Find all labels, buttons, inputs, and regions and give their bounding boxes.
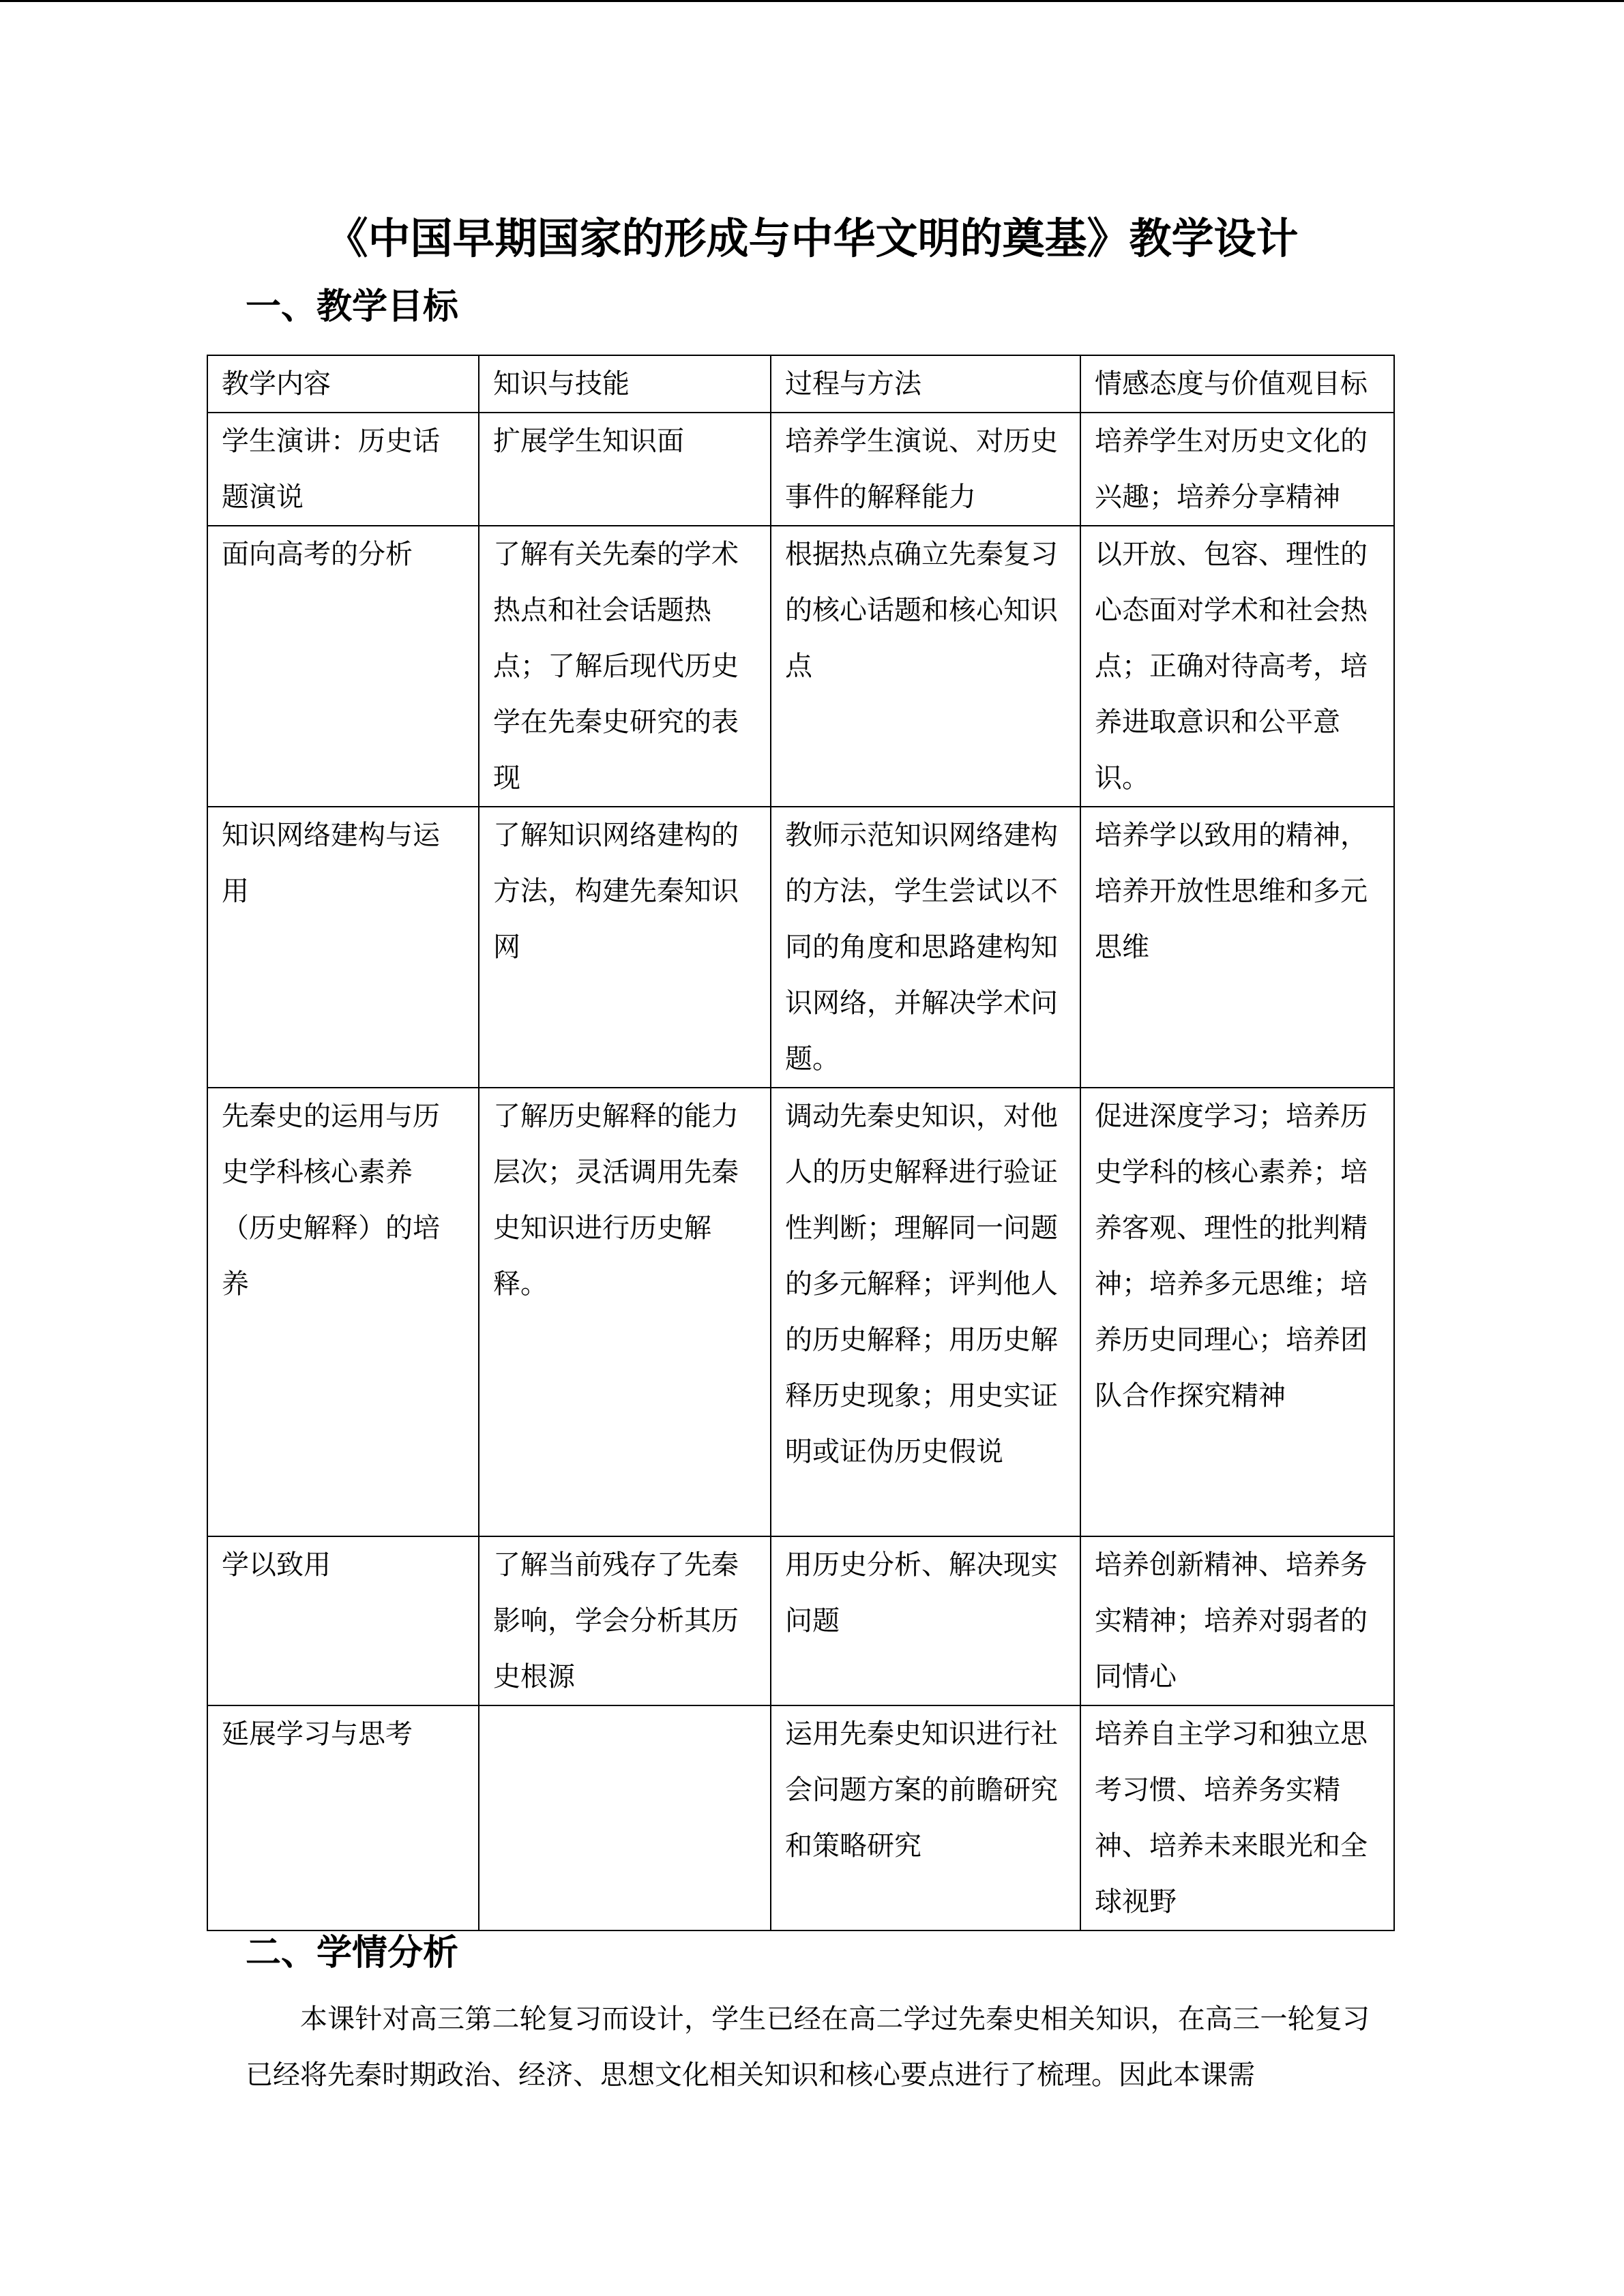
table-cell: 培养学生演说、对历史事件的解释能力 (771, 413, 1080, 526)
table-row (207, 413, 1394, 526)
table-cell: 了解历史解释的能力层次；灵活调用先秦史知识进行历史解释。 (479, 1088, 771, 1536)
student-analysis-paragraph: 本课针对高三第二轮复习而设计，学生已经在高二学过先秦史相关知识，在高三一轮复习已经将先秦时期政治、经济、思想文化相关知识和核心要点进行了梳理。因此本课需 (246, 2003, 1370, 2091)
objectives-table (207, 355, 1395, 1931)
header-cell-content: 教学内容 (207, 355, 479, 413)
document-title: 《中国早期国家的形成与中华文明的奠基》教学设计 (325, 213, 1299, 263)
table-cell: 根据热点确立先秦复习的核心话题和核心知识点 (771, 526, 1080, 807)
table-cell: 面向高考的分析 (207, 526, 479, 807)
table-cell: 了解知识网络建构的方法，构建先秦知识网 (479, 807, 771, 1088)
table-row (207, 1088, 1394, 1536)
table-row (207, 1705, 1394, 1930)
table-cell: 调动先秦史知识，对他人的历史解释进行验证性判断；理解同一问题的多元解释；评判他人的历史解释；用历史解释历史现象；用史实证明或证伪历史假说 (771, 1088, 1080, 1536)
table-cell: 先秦史的运用与历史学科核心素养（历史解释）的培养 (207, 1088, 479, 1536)
table-cell: 以开放、包容、理性的心态面对学术和社会热点；正确对待高考，培养进取意识和公平意识。 (1080, 526, 1394, 807)
table-header-row (207, 355, 1394, 413)
table-cell: 学以致用 (207, 1536, 479, 1705)
table-cell: 用历史分析、解决现实问题 (771, 1536, 1080, 1705)
table-cell: 延展学习与思考 (207, 1705, 479, 1930)
header-cell-knowledge: 知识与技能 (479, 355, 771, 413)
table-cell: 扩展学生知识面 (479, 413, 771, 526)
table-cell: 培养学以致用的精神，培养开放性思维和多元思维 (1080, 807, 1394, 1088)
table-cell: 知识网络建构与运用 (207, 807, 479, 1088)
table-cell: 了解当前残存了先秦影响，学会分析其历史根源 (479, 1536, 771, 1705)
table-cell: 培养学生对历史文化的兴趣；培养分享精神 (1080, 413, 1394, 526)
section-heading-objectives: 一、教学目标 (246, 286, 459, 327)
table-row (207, 807, 1394, 1088)
table-cell: 学生演讲：历史话题演说 (207, 413, 479, 526)
header-cell-values: 情感态度与价值观目标 (1080, 355, 1394, 413)
table-cell (479, 1705, 771, 1930)
table-row (207, 1536, 1394, 1705)
table-cell: 促进深度学习；培养历史学科的核心素养；培养客观、理性的批判精神；培养多元思维；培养历史同理心；培养团队合作探究精神 (1080, 1088, 1394, 1536)
table-cell: 培养自主学习和独立思考习惯、培养务实精神、培养未来眼光和全球视野 (1080, 1705, 1394, 1930)
table-cell: 教师示范知识网络建构的方法，学生尝试以不同的角度和思路建构知识网络，并解决学术问题。 (771, 807, 1080, 1088)
table-cell: 了解有关先秦的学术热点和社会话题热点；了解后现代历史学在先秦史研究的表现 (479, 526, 771, 807)
top-border-line (0, 0, 1624, 2)
table-cell: 运用先秦史知识进行社会问题方案的前瞻研究和策略研究 (771, 1705, 1080, 1930)
table-cell: 培养创新精神、培养务实精神；培养对弱者的同情心 (1080, 1536, 1394, 1705)
section-heading-student-analysis: 二、学情分析 (246, 1933, 459, 1973)
header-cell-process: 过程与方法 (771, 355, 1080, 413)
table-row (207, 526, 1394, 807)
